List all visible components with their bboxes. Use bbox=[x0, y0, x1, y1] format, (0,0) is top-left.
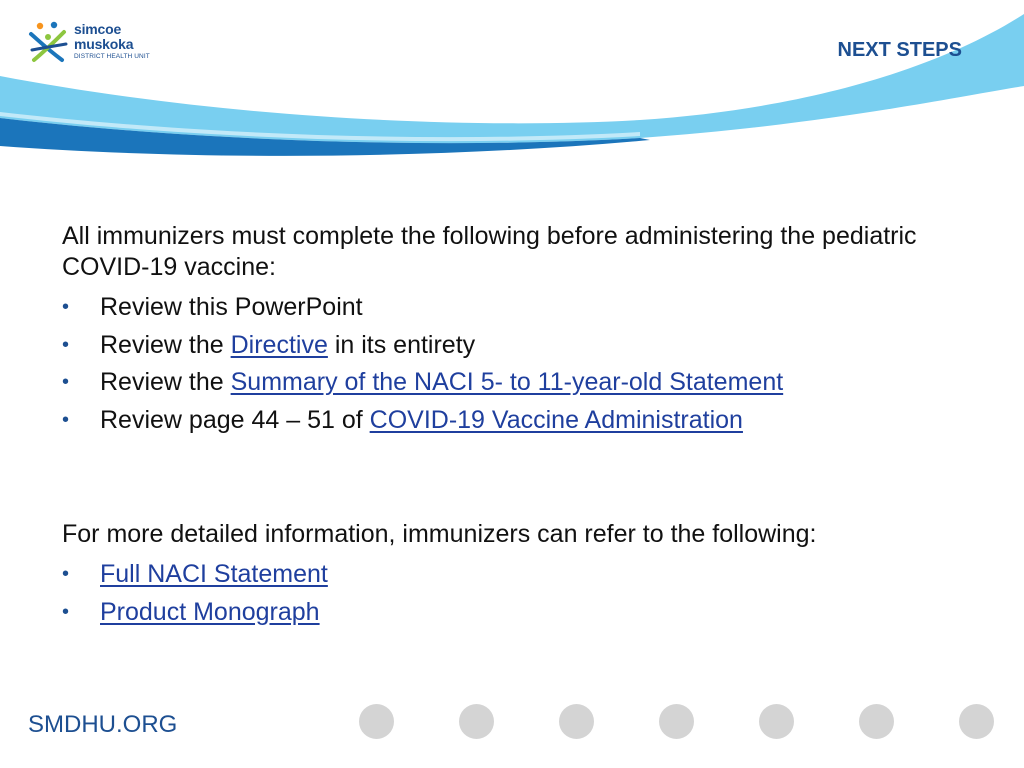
product-monograph-link[interactable]: Product Monograph bbox=[100, 597, 320, 626]
list-item-text: Review page 44 – 51 of bbox=[100, 405, 370, 434]
footer-dot-icon bbox=[759, 704, 794, 739]
bullet-icon: • bbox=[62, 333, 70, 356]
list-item-text: Review this PowerPoint bbox=[100, 293, 363, 321]
list-item bbox=[62, 327, 962, 365]
footer-dot-icon bbox=[459, 704, 494, 739]
list-item-suffix: in its entirety bbox=[327, 330, 476, 359]
list-item-text: Review the bbox=[100, 330, 231, 359]
footer-dot-icon bbox=[859, 704, 894, 739]
logo-line-district-health-unit: DISTRICT HEALTH UNIT bbox=[74, 53, 150, 60]
references-intro: For more detailed information, immunizers can refer to the following: bbox=[62, 520, 817, 548]
vaccine-administration-link[interactable]: COVID-19 Vaccine Administration bbox=[369, 405, 743, 434]
footer-dot-icon bbox=[559, 704, 594, 739]
footer-dot-icon bbox=[959, 704, 994, 739]
logo-wordmark bbox=[74, 22, 150, 61]
bullet-icon: • bbox=[62, 408, 70, 431]
slide-body bbox=[62, 221, 962, 631]
list-item bbox=[62, 289, 962, 327]
footer-website[interactable]: SMDHU.ORG bbox=[28, 711, 178, 738]
full-naci-statement-link[interactable]: Full NACI Statement bbox=[100, 560, 328, 588]
list-item-text: Review the bbox=[100, 368, 231, 396]
footer-dot-icon bbox=[659, 704, 694, 739]
requirements-section bbox=[62, 221, 962, 439]
requirements-list bbox=[62, 289, 962, 439]
bullet-icon: • bbox=[62, 371, 70, 393]
naci-summary-link[interactable]: Summary of the NACI 5- to 11-year-old Statement bbox=[230, 368, 784, 396]
bullet-icon: • bbox=[62, 600, 70, 623]
person-figures-logo-icon bbox=[28, 20, 68, 64]
footer-dots bbox=[359, 704, 999, 740]
list-item bbox=[62, 364, 962, 402]
footer-dot-icon bbox=[359, 704, 394, 739]
page-title: NEXT STEPS bbox=[837, 39, 962, 61]
logo-line-muskoka: muskoka bbox=[74, 36, 134, 52]
list-item bbox=[62, 402, 962, 440]
bullet-icon: • bbox=[62, 563, 70, 585]
directive-link[interactable]: Directive bbox=[230, 330, 328, 359]
references-section bbox=[62, 519, 962, 631]
bullet-icon: • bbox=[62, 296, 70, 318]
references-list bbox=[62, 556, 962, 631]
list-item bbox=[62, 556, 962, 594]
requirements-intro: All immunizers must complete the following before administering the pediatric COVID-19 vaccine: bbox=[62, 222, 917, 281]
logo-line-simcoe: simcoe bbox=[74, 21, 122, 37]
organization-logo[interactable] bbox=[28, 20, 158, 66]
list-item bbox=[62, 594, 962, 632]
